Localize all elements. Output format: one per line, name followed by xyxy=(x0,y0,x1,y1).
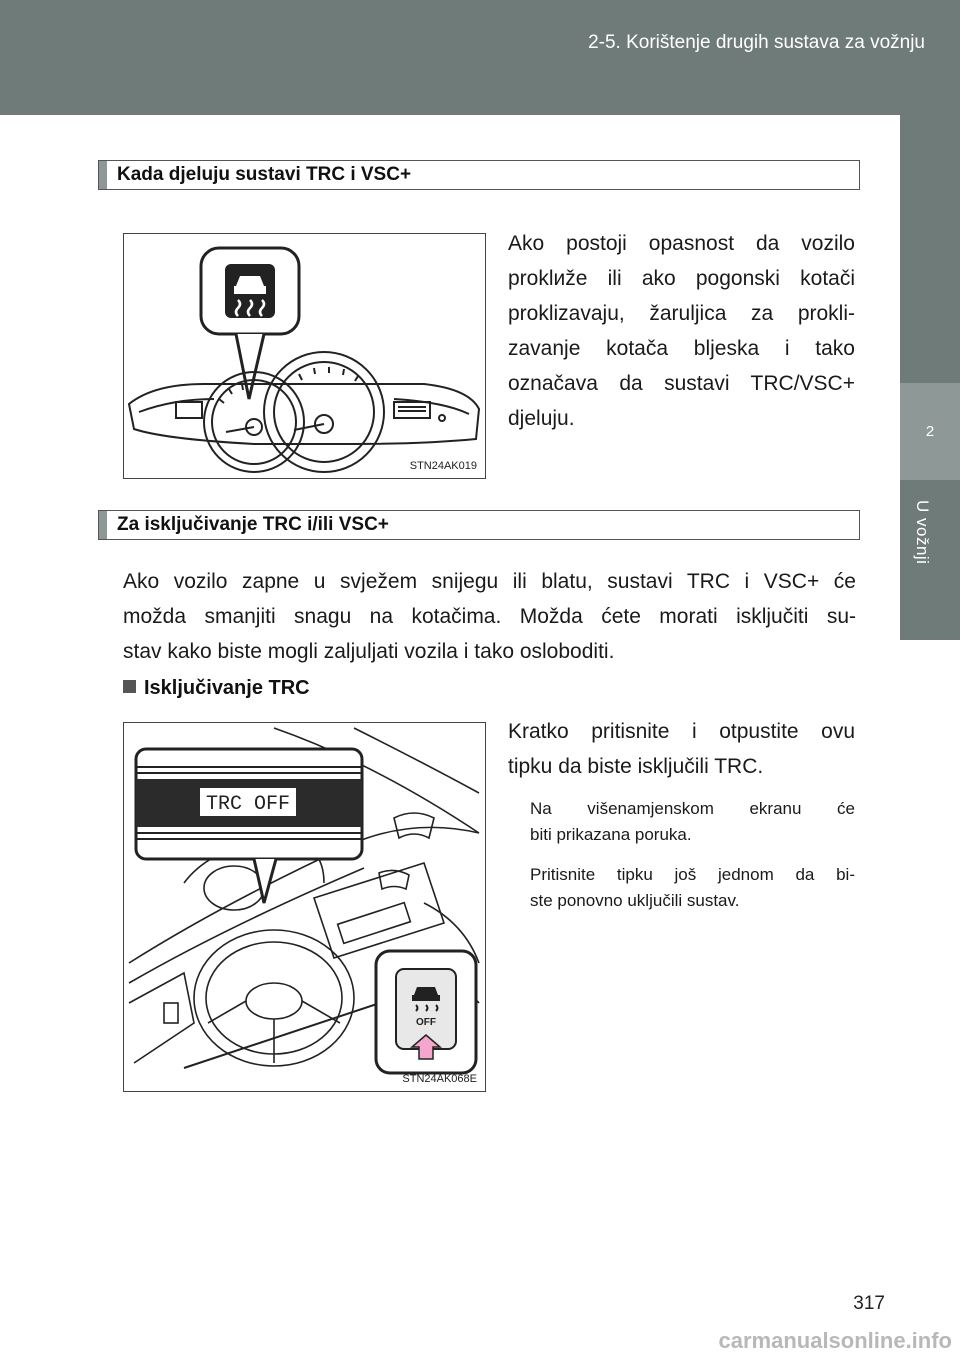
side-tab-top xyxy=(900,115,960,383)
section2-paragraph: Ako vozilo zapne u svježem snijegu ili blatu, sustavi TRC i VSC+ će možda smanjiti snagu na kotačima. Možda ćete morati isključiti su- stav kako biste mogli zaljuljati vozila i tako osloboditi. xyxy=(123,570,856,663)
figure-code: STN24AK019 xyxy=(409,460,477,472)
dashboard-figure xyxy=(123,722,486,1092)
square-bullet-icon xyxy=(123,680,136,693)
page-number: 317 xyxy=(853,1293,885,1314)
section-title: Za isključivanje TRC i/ili VSC+ xyxy=(117,514,389,535)
instruction-text: Kratko pritisnite i otpustite ovu tipku da biste isključili TRC. xyxy=(508,720,855,778)
chapter-tab xyxy=(900,480,960,640)
chapter-label: U vožnji xyxy=(913,500,932,565)
section-heading-2 xyxy=(98,510,860,540)
note-press-again: Pritisnite tipku još jednom da bi- ste ponovno uključili sustav. xyxy=(530,865,855,910)
note-display-message: Na višenamjenskom ekranu će biti prikazana poruka. xyxy=(530,799,855,844)
instrument-cluster-figure xyxy=(123,233,486,479)
subheading-trc-off: Isključivanje TRC xyxy=(123,677,310,700)
watermark: carmanualsonline.info xyxy=(718,1328,952,1353)
header-title: 2-5. Korištenje drugih sustava za vožnju xyxy=(588,32,925,53)
section1-text: Ako postoji opasnost da vozilo proklиže ili ako pogonski kotači proklizavaju, žaruljica za prokli- zavanje kotača bljeska i tako označava da sustavi TRC/VSC+ djeluju. xyxy=(508,232,855,430)
instrument-cluster-illustration xyxy=(124,234,485,478)
figure-code: STN24AK068E xyxy=(402,1073,477,1085)
chapter-number: 2 xyxy=(900,383,960,480)
section-heading-1 xyxy=(98,160,860,190)
display-message: TRC OFF xyxy=(205,793,291,816)
header-bar xyxy=(0,0,960,115)
section-title: Kada djeluju sustavi TRC i VSC+ xyxy=(117,164,412,185)
button-off-label: OFF xyxy=(416,1017,436,1028)
dashboard-illustration xyxy=(124,723,485,1091)
